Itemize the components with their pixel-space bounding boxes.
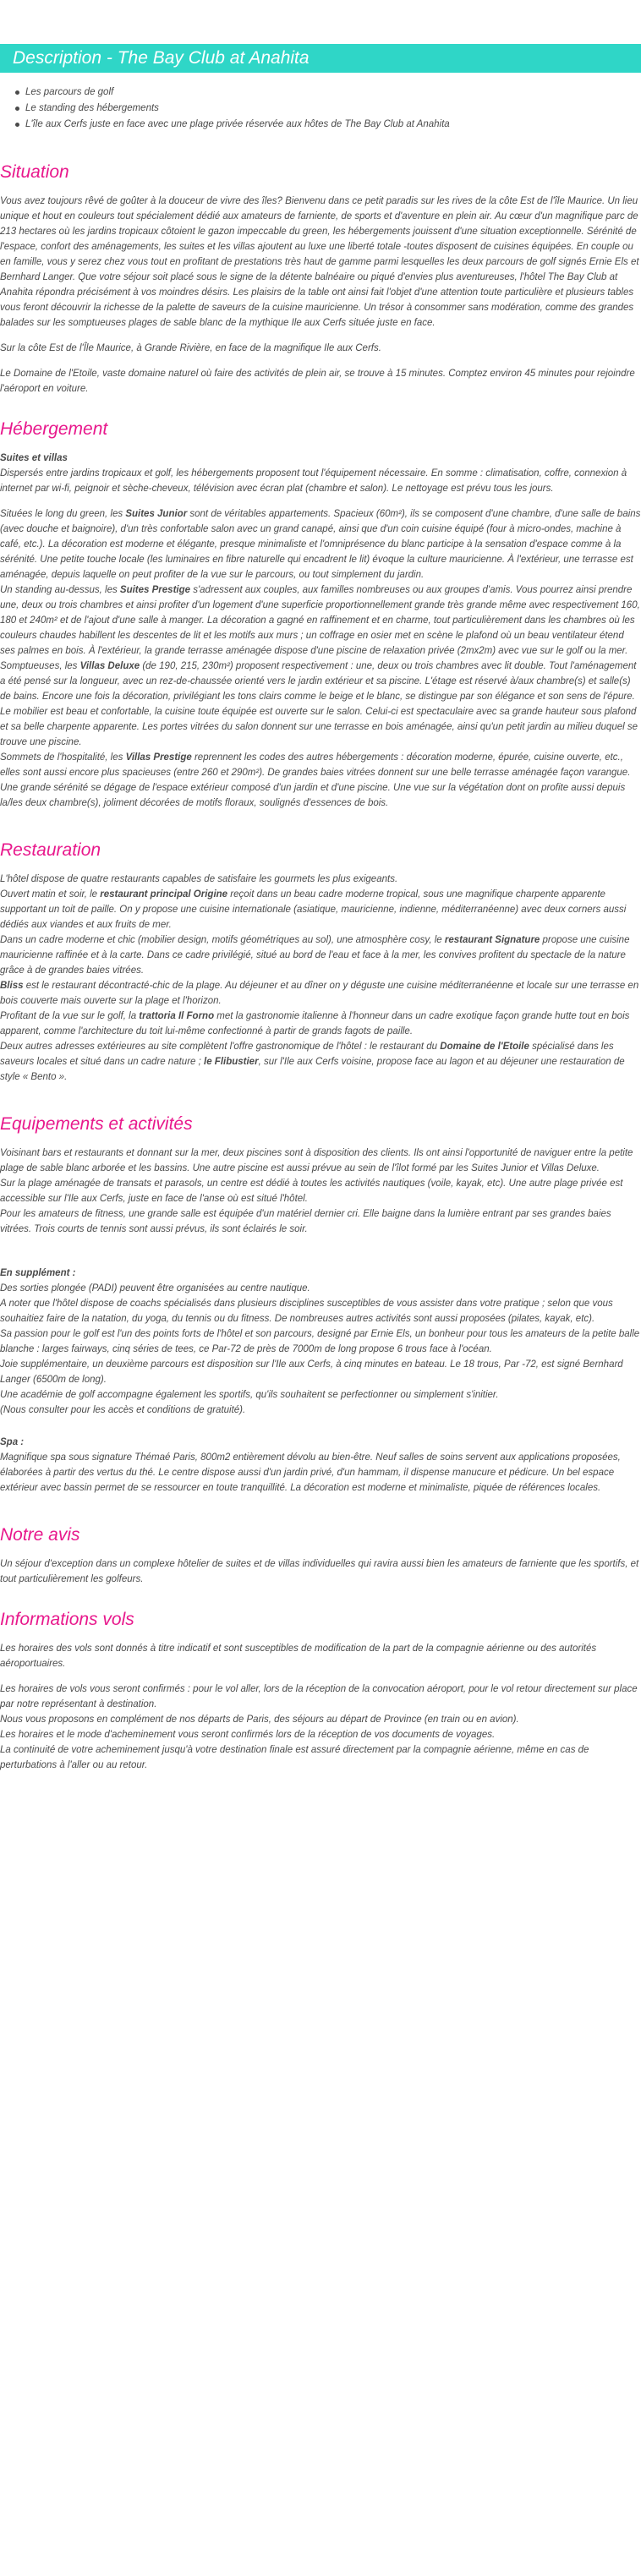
infos-paragraph: Nous vous proposons en complément de nos départs de Paris, des séjours au départ de Province (en train ou en avion). xyxy=(0,1715,519,1725)
situation-paragraph: Sur la côte Est de l'Île Maurice, à Grande Rivière, en face de la magnifique Ile aux Cerfs. xyxy=(0,343,381,353)
supplement-paragraph: Une académie de golf accompagne également les sportifs, qu'ils souhaitent se perfectionner ou simplement s'initier. xyxy=(0,1390,499,1400)
restauration-paragraph: Deux autres adresses extérieures au site complètent l'offre gastronomique de l'hôtel : le restaurant du Domaine de l'Etoile spécialisé dans les saveurs locales et situé dans un cadre nature ; le Flibustier, sur l'Ile aux Cerfs voisine, propose face au lagon et au déjeuner une restauration de style « Bento ». xyxy=(0,1042,625,1082)
hebergement-paragraph: Un standing au-dessus, les Suites Prestige s'adressent aux couples, aux familles nombreuses ou aux groupes d'amis. Vous pourrez ainsi prendre une, deux ou trois chambres et ainsi profiter d'un logement d'une superficie proportionnellement grande très grande même avec respectivement 160, 180 et 240m² et de l'ajout d'une salle à manger. La décoration a gagné en raffinement et en charme, tout particulièrement dans les chambres où les couleurs chaudes habillent les descentes de lit et les motifs aux murs ; un coffrage en osier met en scène le plafond où un beau ventilateur étend ses palmes en bois. À l'extérieur, la grande terrasse aménagée dispose d'une piscine de relaxation privée (2mx2m) avec vue sur le golf ou la mer. xyxy=(0,585,640,656)
supplement-paragraph: Des sorties plongée (PADI) peuvent être organisées au centre nautique. xyxy=(0,1283,310,1293)
equipements-paragraph: Voisinant bars et restaurants et donnant sur la mer, deux piscines sont à disposition des clients. Ils ont ainsi l'opportunité de naviguer entre la petite plage de sable blanc arborée et les bassins. Une autre piscine est aussi prévue au sein de l'îlot formé par les Suites Junior et Villas Deluxe. xyxy=(0,1148,633,1173)
hebergement-paragraph: Dispersés entre jardins tropicaux et golf, les hébergements proposent tout l'équipement nécessaire. En somme : climatisation, coffre, connexion à internet par wi-fi, peignoir et sèche-cheveux, télévision avec écran plat (chambre et salon). Le nettoyage est prévu tous les jours. xyxy=(0,468,627,494)
spa-title: Spa : xyxy=(0,1437,25,1447)
section-title-infos: Informations vols xyxy=(0,1610,134,1629)
villas-deluxe-label: Villas Deluxe xyxy=(79,661,140,671)
hebergement-subtitle: Suites et villas xyxy=(0,453,68,463)
suites-prestige-label: Suites Prestige xyxy=(119,585,191,595)
avis-paragraph: Un séjour d'exception dans un complexe hôtelier de suites et de villas individuelles qui ravira aussi bien les amateurs de farniente que les sportifs, et tout particulièrement les golfeurs. xyxy=(0,1559,639,1584)
section-title-equipements: Equipements et activités xyxy=(0,1114,193,1134)
villas-prestige-label: Villas Prestige xyxy=(125,752,192,763)
hebergement-paragraph: Somptueuses, les Villas Deluxe (de 190, 215, 230m²) proposent respectivement : une, deux ou trois chambres avec lit double. Tout l'aménagement a été pensé sur la longueur, avec un rez-de-chaussée orienté vers le jardin extérieur et sa piscine. L'étage est réservé à/aux chambre(s) et salle(s) de bains. Encore une fois la décoration, privilégiant les tons clairs comme le beige et le blanc, se distingue par son élégance et son sens de l'épure. Le mobilier est beau et confortable, la cuisine toute équipée est ouverte sur le salon. Celui-ci est spectaculaire avec sa grande hauteur sous plafond et sa belle charpente apparente. Les portes vitrées du salon donnent sur une terrasse en bois aménagée, ainsi qu'un petit jardin au milieu duquel se trouve une piscine. xyxy=(0,661,638,747)
section-title-restauration: Restauration xyxy=(0,840,101,860)
bliss-label: Bliss xyxy=(0,981,24,991)
section-title-hebergement: Hébergement xyxy=(0,419,108,439)
hebergement-paragraph: Sommets de l'hospitalité, les Villas Prestige reprennent les codes des autres hébergements : décoration moderne, épurée, cuisine ouverte, etc., elles sont aussi encore plus spacieuses (entre 260 et 290m²). De grandes baies vitrées donnent sur une belle terrasse aménagée façon varangue. Une grande sérénité se dégage de l'espace extérieur composé d'un jardin et d'une piscine. Une vue sur la végétation dont on profite aussi depuis la/les deux chambre(s), joliment décorées de motifs floraux, soulignés d'essences de bois. xyxy=(0,752,631,808)
list-item: Le standing des hébergements xyxy=(15,101,641,117)
supplement-paragraph: Joie supplémentaire, un deuxième parcours est disposition sur l'Ile aux Cerfs, à cinq minutes en bateau. Le 18 trous, Par -72, est signé Bernhard Langer (6500m de long). xyxy=(0,1359,623,1385)
banner-title: Description - The Bay Club at Anahita xyxy=(13,48,310,68)
origine-label: restaurant principal Origine xyxy=(100,889,228,900)
restauration-paragraph: Ouvert matin et soir, le restaurant principal Origine reçoit dans un beau cadre moderne tropical, sous une magnifique charpente apparente supportant un toit de paille. On y propose une cuisine internationale (asiatique, mauricienne, indienne, méditerranéenne) avec deux corners aussi dédiés aux viandes et aux fruits de mer. xyxy=(0,889,627,930)
infos-paragraph: Les horaires et le mode d'acheminement vous seront confirmés lors de la réception de vos documents de voyages. xyxy=(0,1730,496,1740)
infos-paragraph: Les horaires des vols sont donnés à titre indicatif et sont susceptibles de modification de la part de la compagnie aérienne ou des autorités aéroportuaires. xyxy=(0,1643,597,1669)
restauration-paragraph: Dans un cadre moderne et chic (mobilier design, motifs géométriques au sol), une atmosphère cosy, le restaurant Signature propose une cuisine mauricienne raffinée et à la carte. Dans ce cadre privilégié, situé au bord de l'eau et face à la mer, les convives profitent du spectacle de la nature grâce à de grandes baies vitrées. xyxy=(0,935,630,976)
section-title-avis: Notre avis xyxy=(0,1525,80,1545)
supplement-paragraph: A noter que l'hôtel dispose de coachs spécialisés dans plusieurs disciplines susceptibles de vous assister dans votre pratique ; selon que vous souhaitiez faire de la natation, du yoga, du tennis ou du fitness. De nombreuses autres activités sont aussi proposées (pilates, kayak, etc). xyxy=(0,1299,613,1324)
flibustier-label: le Flibustier xyxy=(204,1057,259,1067)
hebergement-paragraph: Situées le long du green, les Suites Junior sont de véritables appartements. Spacieux (60m²), ils se composent d'une chambre, d'une salle de bains (avec douche et baignoire), d'un très confortable salon avec un grand canapé, ainsi que d'un coin cuisine équipé (four à micro-ondes, machine à café, etc.). La décoration est moderne et élégante, presque minimaliste et l'omniprésence du blanc participe à la sensation d'espace comme à la sérénité. Une petite touche locale (les luminaires en fibre naturelle qui encadrent le lit) évoque la culture mauricienne. À l'extérieur, une terrasse est aménagée, depuis laquelle on peut profiter de la vue sur le parcours, ou tout simplement du jardin. xyxy=(0,509,641,580)
equipements-paragraph: Sur la plage aménagée de transats et parasols, un centre est dédié à toutes les activités nautiques (voile, kayak, etc). Une autre plage privée est accessible sur l'Ile aux Cerfs, juste en face de l'anse où est situé l'hôtel. xyxy=(0,1179,623,1204)
restauration-paragraph: Profitant de la vue sur le golf, la trattoria Il Forno met la gastronomie italienne à l'honneur dans un cadre exotique façon grande hutte tout en bois apparent, comme l'architecture du toit lui-même confectionné à partir de grands fagots de paille. xyxy=(0,1011,630,1036)
supplement-paragraph: Sa passion pour le golf est l'un des points forts de l'hôtel et son parcours, designé par Ernie Els, un bonheur pour tous les amateurs de la petite balle blanche : larges fairways, cinq séries de tees, ce Par-72 de près de 7000m de long propose 6 trous face à l'océan. xyxy=(0,1329,640,1354)
equipements-paragraph: Pour les amateurs de fitness, une grande salle est équipée d'un matériel dernier cri. Elle baigne dans la lumière entrant par ses grandes baies vitrées. Trois courts de tennis sont aussi prévus, ils sont éclairés le soir. xyxy=(0,1209,611,1234)
list-item: L'île aux Cerfs juste en face avec une plage privée réservée aux hôtes de The Bay Club at Anahita xyxy=(15,117,641,133)
infos-paragraph: Les horaires de vols vous seront confirmés : pour le vol aller, lors de la réception de la convocation aéroport, pour le vol retour directement sur place par notre représentant à destination. xyxy=(0,1684,638,1709)
supplement-title: En supplément : xyxy=(0,1268,76,1278)
domaine-etoile-label: Domaine de l'Etoile xyxy=(440,1042,529,1052)
description-banner xyxy=(0,44,641,73)
signature-label: restaurant Signature xyxy=(444,935,540,945)
restauration-paragraph: L'hôtel dispose de quatre restaurants capables de satisfaire les gourmets les plus exigeants. xyxy=(0,874,398,884)
spa-paragraph: Magnifique spa sous signature Thémaé Paris, 800m2 entièrement dévolu au bien-être. Neuf salles de soins servent aux applications proposées, élaborées à partir des vertus du thé. Le centre dispose aussi d'un jardin privé, d'un hammam, il dispense manucure et pédicure. Un bel espace extérieur avec bassin permet de se ressourcer en toute tranquillité. La décoration est moderne et minimaliste, piquée de références locales. xyxy=(0,1452,621,1493)
section-title-situation: Situation xyxy=(0,162,69,182)
suites-junior-label: Suites Junior xyxy=(125,509,188,519)
il-forno-label: trattoria Il Forno xyxy=(139,1011,215,1021)
infos-paragraph: La continuité de votre acheminement jusqu'à votre destination finale est assuré directement par la compagnie aérienne, même en cas de perturbations à l'aller ou au retour. xyxy=(0,1745,589,1770)
restauration-paragraph: Bliss est le restaurant décontracté-chic de la plage. Au déjeuner et au dîner on y déguste une cuisine méditerranéenne et locale sur une terrasse en bois couverte mais ouverte sur la plage et l'horizon. xyxy=(0,981,639,1006)
supplement-paragraph: (Nous consulter pour les accès et conditions de gratuité). xyxy=(0,1405,246,1415)
situation-paragraph: Vous avez toujours rêvé de goûter à la douceur de vivre des îles? Bienvenu dans ce petit paradis sur les rives de la côte Est de l'île Maurice. Un lieu unique et hout en couleurs tout spécialement dédié aux amateurs de farniente, de sports et d'aventure en plein air. Au cœur d'un magnifique parc de 213 hectares où les jardins tropicaux côtoient le gazon impeccable du green, les hébergements jouissent d'une situation exceptionnelle. Sérénité de l'espace, confort des aménagements, les suites et les villas ajoutent au luxe une liberté totale -toutes disposent de cuisines équipées. En couple ou en famille, vous y serez chez vous tout en profitant de prestations très haut de gamme parmi lesquelles les deux parcours de golf signés Ernie Els et Bernhard Langer. Que votre séjour soit placé sous le signe de la détente balnéaire ou piqué d'envies plus aventureuses, l'hôtel The Bay Club at Anahita répondra précisément à vos moindres désirs. Les plaisirs de la table ont ainsi fait l'objet d'une attention toute particulière et plusieurs tables vous feront découvrir la richesse de la palette de saveurs de la cuisine mauricienne. Un trésor à consommer sans modération, comme des grandes balades sur les somptueuses plages de sable blanc de la mythique Ile aux Cerfs située juste en face. xyxy=(0,196,639,328)
list-item: Les parcours de golf xyxy=(15,85,641,101)
highlights-list xyxy=(0,85,641,133)
situation-paragraph: Le Domaine de l'Etoile, vaste domaine naturel où faire des activités de plein air, se trouve à 15 minutes. Comptez environ 45 minutes pour rejoindre l'aéroport en voiture. xyxy=(0,369,635,394)
